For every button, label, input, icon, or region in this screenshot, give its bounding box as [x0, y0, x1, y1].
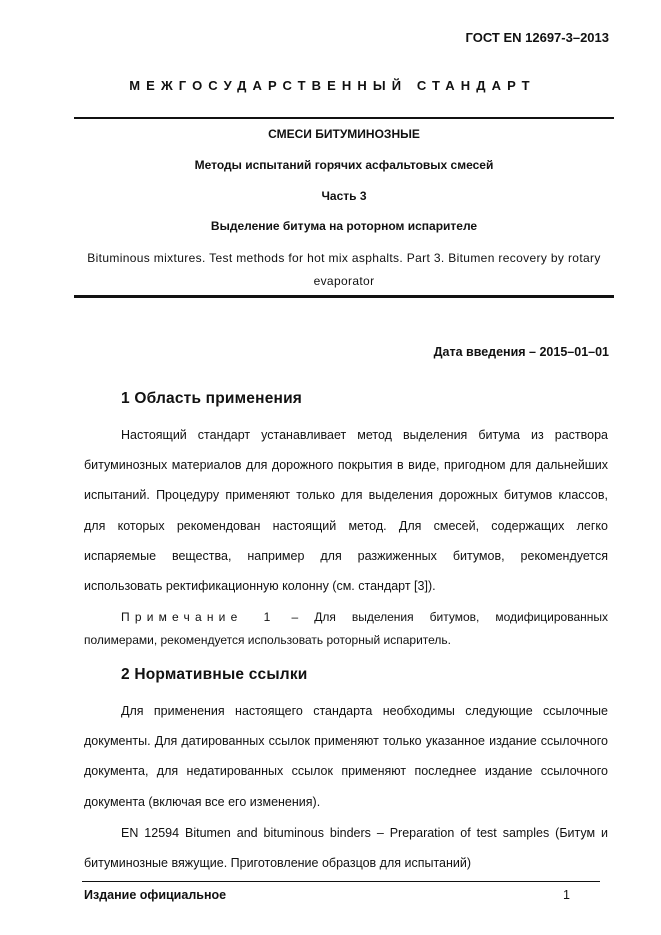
- title-line-2: Методы испытаний горячих асфальтовых смесей: [194, 158, 494, 172]
- section-2-text-2: EN 12594 Bitumen and bituminous binders – Preparation of test samples (Битум и битуминозные вяжущие. Приготовление образцов для испытаний): [84, 826, 608, 871]
- section-2-paragraph-1: [84, 696, 608, 817]
- edition-label: Издание официальное: [84, 888, 227, 902]
- section-2-text-1: Для применения настоящего стандарта необходимы следующие ссылочные документы. Для датированных ссылок применяют только указанное издание ссылочного документа, для недатированных ссылок применяют последнее издание ссылочного документа (включая все его изменения).: [84, 704, 608, 809]
- section-2-paragraph-2: [84, 818, 608, 878]
- section-1-paragraph: [84, 420, 608, 601]
- section-1-heading: 1 Область применения: [121, 390, 303, 407]
- title-line-1: СМЕСИ БИТУМИНОЗНЫЕ: [268, 127, 420, 141]
- title-bottom-rule: [74, 295, 614, 298]
- title-line-4: Выделение битума на роторном испарителе: [210, 219, 478, 233]
- section-2-heading: 2 Нормативные ссылки: [121, 666, 308, 683]
- date-introduced: Дата введения – 2015–01–01: [433, 345, 609, 359]
- page-number: 1: [563, 888, 570, 902]
- note-label: Примечание 1: [121, 610, 276, 624]
- english-title: Bituminous mixtures. Test methods for hot mix asphalts. Part 3. Bitumen recovery by rotary evaporator: [87, 251, 601, 288]
- top-rule: [74, 117, 614, 119]
- note-text: – Для выделения битумов, модифицированных полимерами, рекомендуется использовать роторный испаритель.: [84, 610, 608, 647]
- title-line-3: Часть 3: [321, 189, 367, 203]
- standard-code: ГОСТ EN 12697-3–2013: [465, 30, 609, 45]
- interstate-standard-label: МЕЖГОСУДАРСТВЕННЫЙ СТАНДАРТ: [129, 78, 536, 93]
- section-1-text: Настоящий стандарт устанавливает метод выделения битума из раствора битуминозных материалов для дорожного покрытия в виде, пригодном для дальнейших испытаний. Процедуру применяют только для выделения дорожных битумов классов, для которых рекомендован настоящий метод. Для смесей, содержащих легко испаряемые вещества, например для разжиженных битумов, рекомендуется использовать ректификационную колонну (см. стандарт [3]).: [84, 428, 608, 594]
- note-1: [84, 606, 608, 652]
- footer-rule: [82, 881, 600, 882]
